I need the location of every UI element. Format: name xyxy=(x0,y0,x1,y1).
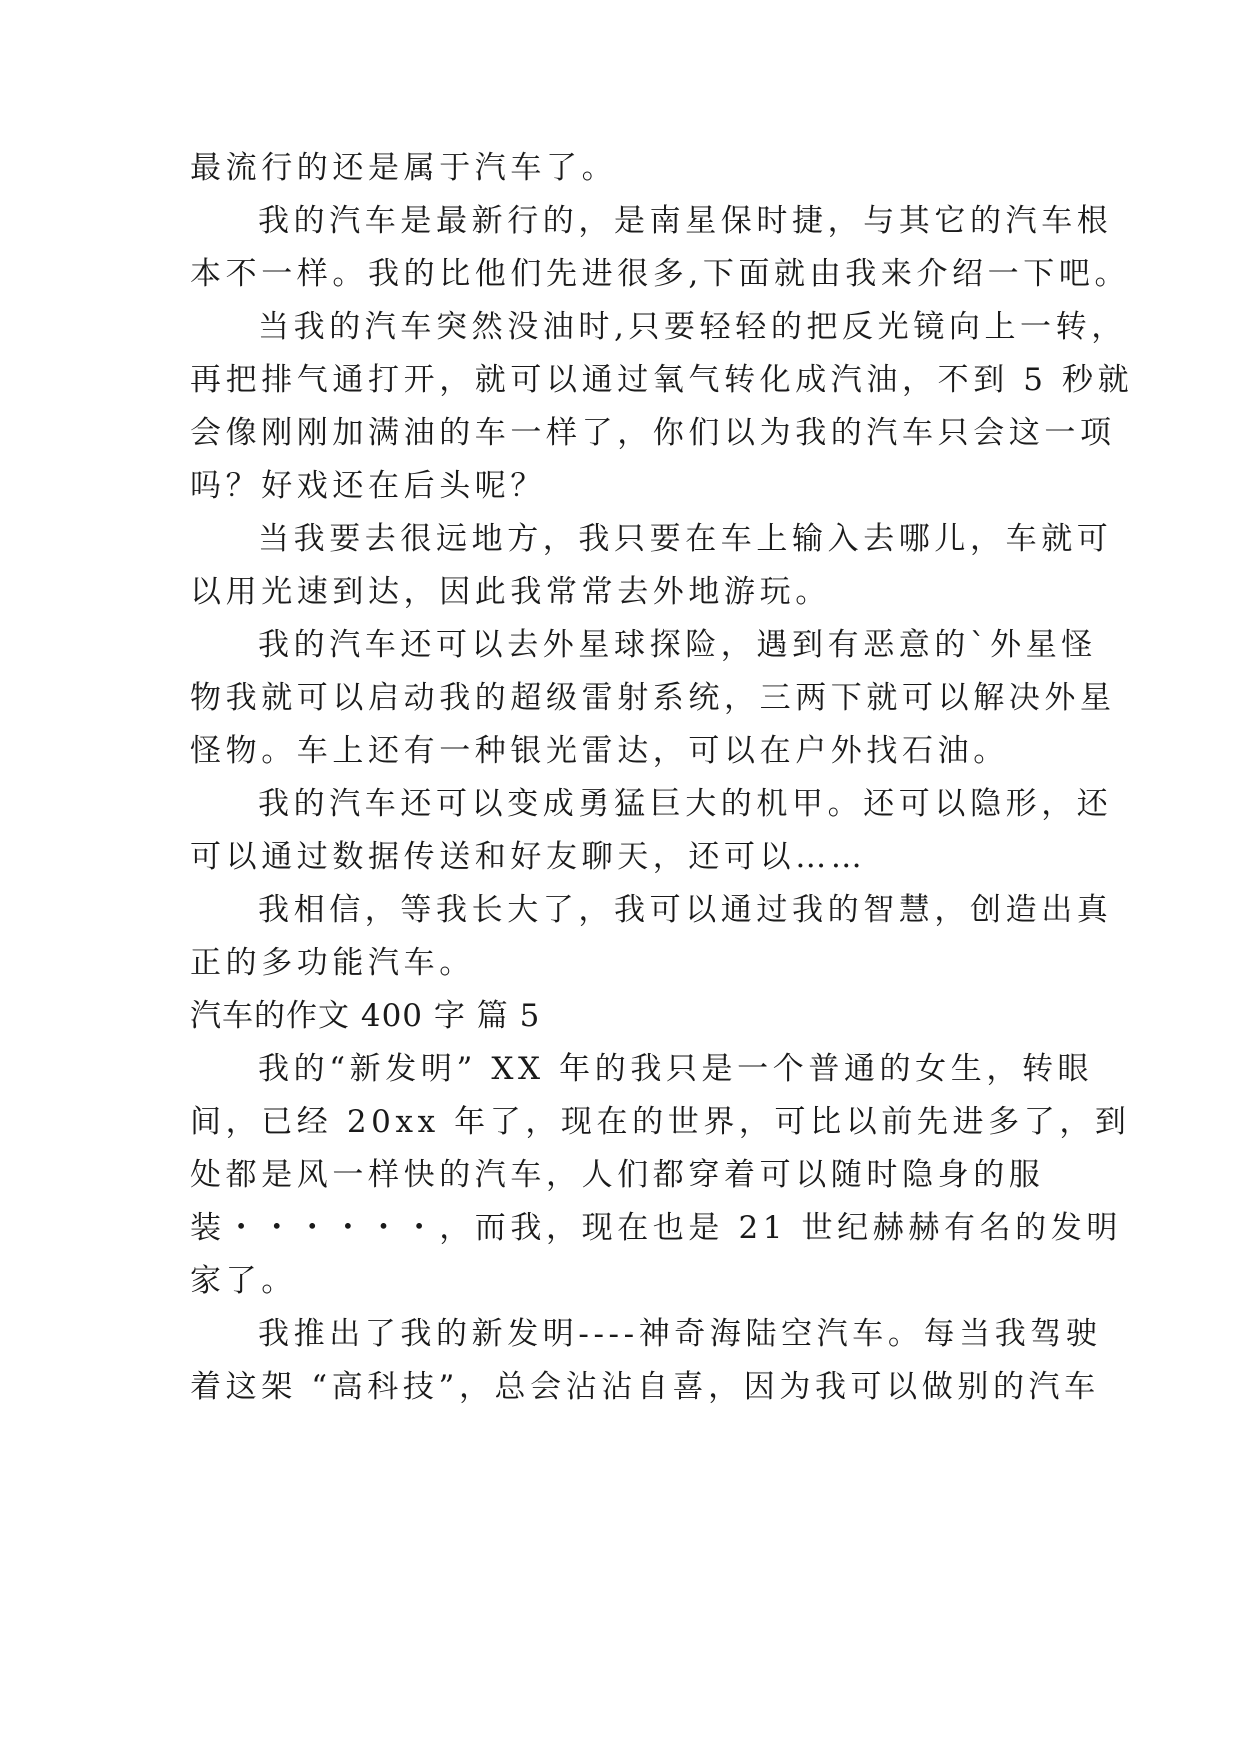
text-line: 间，已经 20xx 年了，现在的世界，可比以前先进多了，到 xyxy=(190,1104,1131,1140)
paragraph-start-line: 我的“新发明” XX 年的我只是一个普通的女生，转眼 xyxy=(258,1051,1094,1087)
paragraph-start-line: 当我的汽车突然没油时,只要轻轻的把反光镜向上一转， xyxy=(258,309,1127,345)
text-line: 会像刚刚加满油的车一样了，你们以为我的汽车只会这一项 xyxy=(190,415,1116,451)
text-line: 本不一样。我的比他们先进很多,下面就由我来介绍一下吧。 xyxy=(190,256,1131,292)
paragraph-start-line: 我推出了我的新发明----神奇海陆空汽车。每当我驾驶 xyxy=(258,1316,1102,1352)
text-line: 再把排气通打开，就可以通过氧气转化成汽油，不到 5 秒就 xyxy=(190,362,1134,398)
section-heading: 汽车的作文 400 字 篇 5 xyxy=(190,998,541,1034)
text-line: 装・・・・・・，而我，现在也是 21 世纪赫赫有名的发明 xyxy=(190,1210,1122,1246)
text-line: 最流行的还是属于汽车了。 xyxy=(190,150,618,186)
text-line: 可以通过数据传送和好友聊天，还可以…… xyxy=(190,839,867,875)
text-line: 正的多功能汽车。 xyxy=(190,945,475,981)
text-line: 物我就可以启动我的超级雷射系统，三两下就可以解决外星 xyxy=(190,680,1116,716)
text-line: 家了。 xyxy=(190,1263,297,1299)
text-line: 吗？好戏还在后头呢？ xyxy=(190,468,546,504)
paragraph-start-line: 我的汽车还可以变成勇猛巨大的机甲。还可以隐形，还 xyxy=(258,786,1113,822)
text-line: 以用光速到达，因此我常常去外地游玩。 xyxy=(190,574,831,610)
paragraph-start-line: 我的汽车还可以去外星球探险，遇到有恶意的`外星怪 xyxy=(258,627,1097,663)
paragraph-start-line: 当我要去很远地方，我只要在车上输入去哪儿，车就可 xyxy=(258,521,1113,557)
text-line: 怪物。车上还有一种银光雷达，可以在户外找石油。 xyxy=(190,733,1009,769)
text-line: 处都是风一样快的汽车，人们都穿着可以随时隐身的服 xyxy=(190,1157,1045,1193)
paragraph-start-line: 我的汽车是最新行的，是南星保时捷，与其它的汽车根 xyxy=(258,203,1113,239)
paragraph-start-line: 我相信，等我长大了，我可以通过我的智慧，创造出真 xyxy=(258,892,1113,928)
text-line: 着这架 “高科技”，总会沾沾自喜，因为我可以做别的汽车 xyxy=(190,1369,1100,1405)
